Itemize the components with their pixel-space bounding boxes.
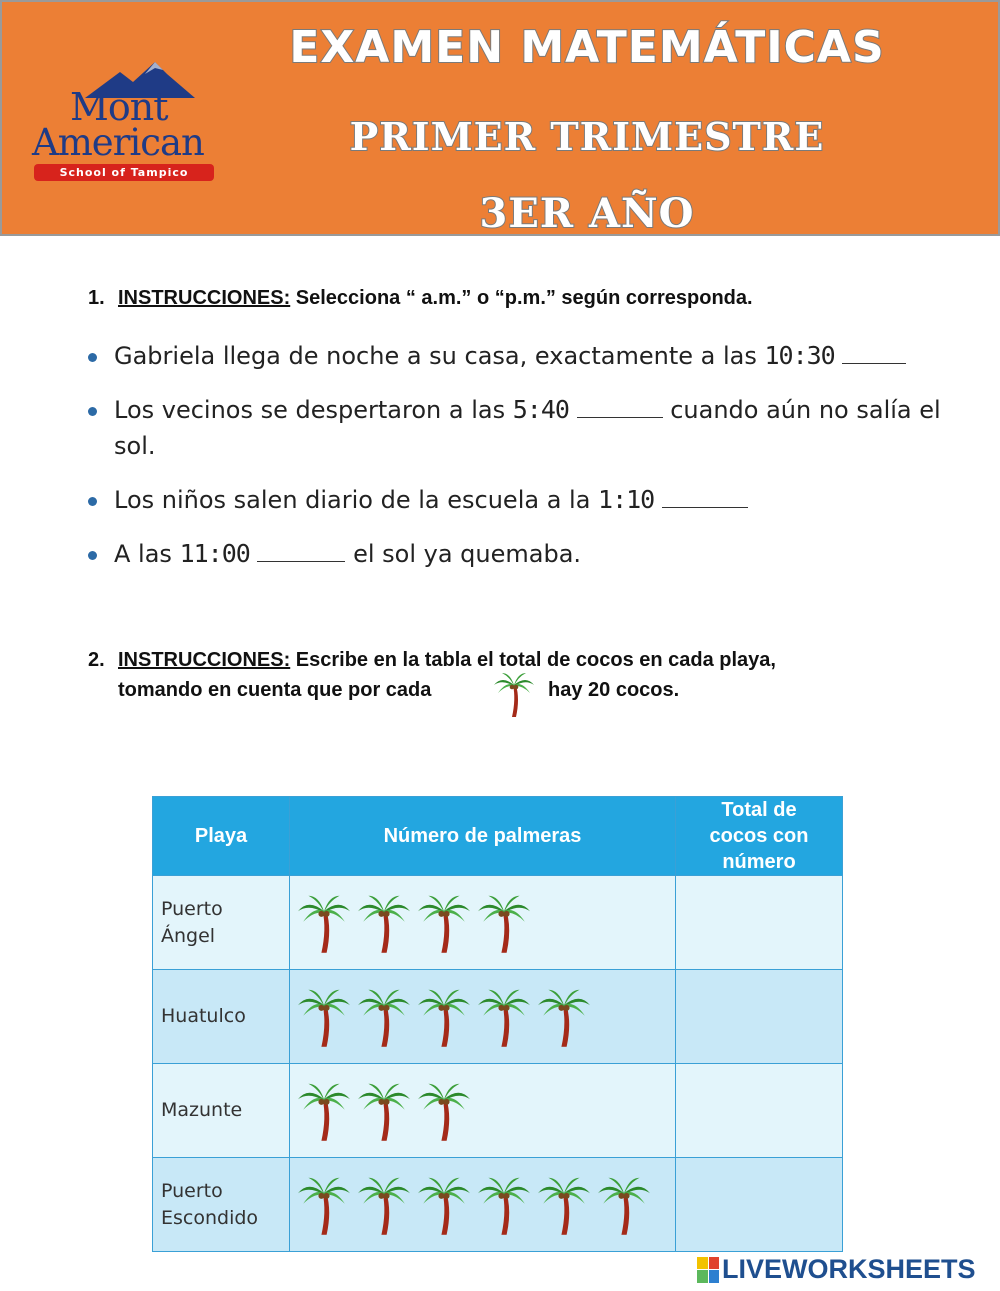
beach-name (153, 876, 290, 970)
table-row (153, 1064, 843, 1158)
instruction-number: 2. (88, 649, 105, 671)
list-item (88, 536, 948, 572)
exam-title: EXAMEN MATEMÁTICAS (289, 22, 885, 73)
answer-blank-4[interactable] (257, 540, 345, 562)
header-banner (0, 0, 1000, 236)
palm-tree-icon (358, 1174, 410, 1236)
palm-tree-icon (478, 1174, 530, 1236)
palm-tree-icon (298, 1080, 350, 1142)
table-row (153, 970, 843, 1064)
question-text-after: cuando aún no salía el sol. (114, 396, 941, 460)
instructions-1 (88, 283, 753, 313)
am-pm-question-list (88, 338, 948, 590)
beach-name-text: Huatulco (161, 1005, 246, 1027)
beach-name (153, 970, 290, 1064)
beach-name-text: Puerto Ángel (161, 897, 223, 947)
time-value: 5:40 (512, 395, 569, 424)
exam-subtitle: PRIMER TRIMESTRE (349, 114, 825, 159)
instruction-text-line2-end: hay 20 cocos. (548, 679, 680, 701)
exam-grade: 3ER AÑO (479, 190, 695, 237)
palm-cell (290, 1158, 676, 1252)
beach-name (153, 1158, 290, 1252)
palm-cell (290, 876, 676, 970)
palm-tree-icon (538, 1174, 590, 1236)
liveworksheets-logo-icon (697, 1257, 719, 1283)
palm-tree-icon (298, 892, 350, 954)
palm-tree-icon (358, 1080, 410, 1142)
header-beach: Playa (153, 797, 290, 876)
list-item (88, 482, 948, 518)
palm-tree-icon (478, 892, 530, 954)
palm-tree-icon (358, 892, 410, 954)
instruction-number: 1. (88, 287, 105, 309)
instruction-text: Selecciona “ a.m.” o “p.m.” según corresponda. (290, 287, 753, 309)
question-text-after: el sol ya quemaba. (345, 540, 582, 568)
footer-brand: LIVEWORKSHEETS (722, 1254, 976, 1284)
question-text: Los niños salen diario de la escuela a la (114, 486, 599, 514)
palm-tree-icon (358, 986, 410, 1048)
total-input-cell[interactable] (676, 1064, 843, 1158)
palm-row (298, 986, 675, 1048)
answer-blank-3[interactable] (662, 486, 748, 508)
instruction-text-line2: tomando en cuenta que por cada (118, 679, 432, 701)
palm-tree-icon (538, 986, 590, 1048)
palm-tree-icon (298, 986, 350, 1048)
palm-cell (290, 1064, 676, 1158)
header-total-text: Total de cocos con número (709, 799, 809, 873)
question-text: A las (114, 540, 180, 568)
table-row (153, 876, 843, 970)
palm-tree-icon (598, 1174, 650, 1236)
palm-row (298, 1174, 675, 1236)
header-total (676, 797, 843, 876)
palm-tree-icon (494, 671, 534, 726)
palm-tree-icon (478, 986, 530, 1048)
school-logo (30, 60, 220, 185)
instruction-label: INSTRUCCIONES: (118, 287, 291, 309)
header-palms: Número de palmeras (290, 797, 676, 876)
palm-tree-icon (298, 1174, 350, 1236)
palm-tree-icon (418, 892, 470, 954)
time-value: 10:30 (764, 341, 835, 370)
time-value: 1:10 (598, 485, 655, 514)
total-input-cell[interactable] (676, 970, 843, 1064)
instructions-2 (88, 645, 908, 705)
logo-line-1: Mont (70, 85, 168, 129)
palm-tree-icon (418, 986, 470, 1048)
question-text: Gabriela llega de noche a su casa, exactamente a las (114, 342, 765, 370)
time-value: 11:00 (179, 539, 250, 568)
logo-line-2: American (32, 121, 204, 164)
coconut-table (152, 796, 843, 1252)
beach-name-text: Puerto Escondido (161, 1179, 259, 1229)
liveworksheets-footer (697, 1254, 976, 1285)
list-item (88, 338, 948, 374)
palm-cell (290, 970, 676, 1064)
total-input-cell[interactable] (676, 1158, 843, 1252)
instruction-label: INSTRUCCIONES: (118, 649, 291, 671)
question-text: Los vecinos se despertaron a las (114, 396, 513, 424)
palm-tree-icon (418, 1174, 470, 1236)
answer-blank-2[interactable] (577, 396, 663, 418)
answer-blank-1[interactable] (842, 342, 906, 364)
palm-row (298, 1080, 675, 1142)
palm-row (298, 892, 675, 954)
palm-tree-icon (418, 1080, 470, 1142)
table-row (153, 1158, 843, 1252)
list-item (88, 392, 948, 464)
beach-name (153, 1064, 290, 1158)
instruction-text: Escribe en la tabla el total de cocos en cada playa, (290, 649, 776, 671)
logo-line-3: School of Tampico (34, 164, 214, 181)
beach-name-text: Mazunte (161, 1099, 243, 1121)
total-input-cell[interactable] (676, 876, 843, 970)
